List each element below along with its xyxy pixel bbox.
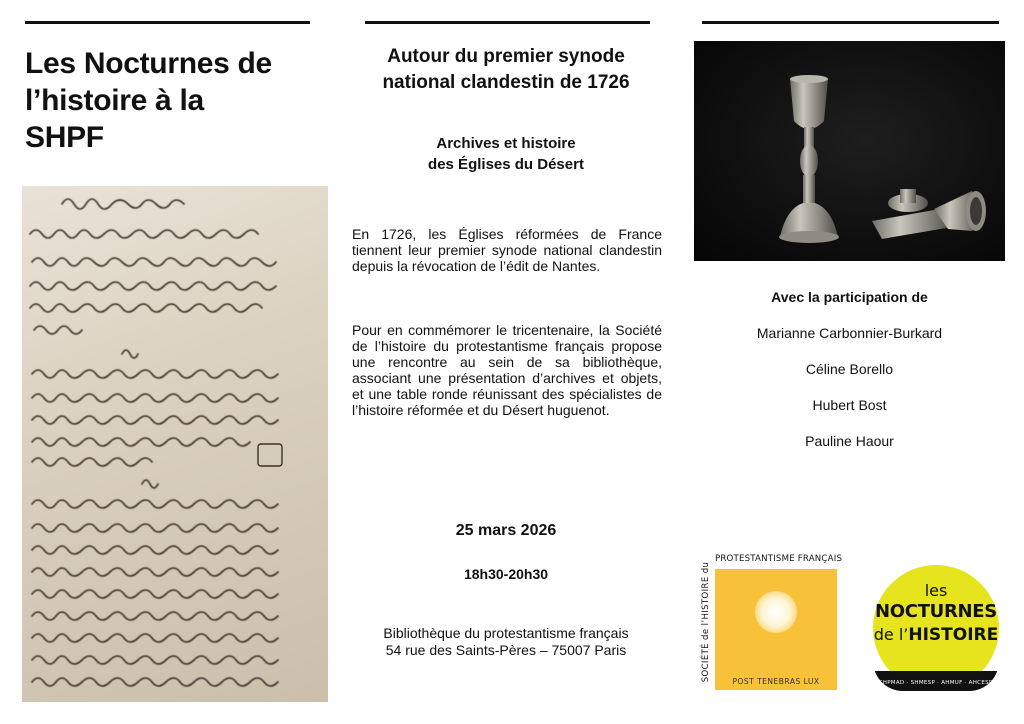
nocturnes-logo-de: de l’ bbox=[873, 625, 909, 644]
nocturnes-logo-histoire bbox=[873, 625, 999, 645]
nocturnes-logo bbox=[873, 565, 999, 691]
nocturnes-logo-main: NOCTURNES bbox=[875, 601, 997, 622]
subhead-line-2: des Églises du Désert bbox=[428, 156, 584, 173]
participant: Pauline Haour bbox=[805, 433, 894, 449]
nocturnes-logo-hist: HISTOIRE bbox=[908, 625, 999, 645]
title-line-3: SHPF bbox=[25, 121, 104, 154]
intro-paragraph: En 1726, les Églises réformées de France tiennent leur premier synode national clandestin depuis la révocation de l’édit de Nantes. bbox=[352, 226, 662, 274]
title-line-1: Les Nocturnes de bbox=[25, 47, 272, 80]
event-date: 25 mars 2026 bbox=[455, 522, 557, 539]
event-venue bbox=[350, 625, 662, 659]
subhead-line-1: Archives et histoire bbox=[436, 135, 576, 152]
pewter-cups-illustration bbox=[694, 41, 1005, 261]
top-rule-right bbox=[702, 21, 999, 24]
manuscript-image bbox=[22, 186, 328, 702]
shpf-logo-vertical-text: SOCIÉTÉ de l’HISTOIRE du bbox=[701, 561, 711, 683]
nocturnes-logo-les: les bbox=[924, 581, 948, 600]
headline bbox=[350, 44, 662, 96]
manuscript-handwriting bbox=[22, 186, 328, 702]
shpf-logo-vertical bbox=[699, 554, 713, 690]
communion-cups-photo bbox=[694, 41, 1005, 261]
shpf-logo-top-text: PROTESTANTISME FRANÇAIS bbox=[715, 554, 843, 564]
top-rule-middle bbox=[365, 21, 650, 24]
title-line-2: l’histoire à la bbox=[25, 84, 204, 117]
description-paragraph: Pour en commémorer le tricentenaire, la Société de l’histoire du protestantisme français propose une rencontre au sein de sa bibliothèque, associant une présentation d’archives et objets, et une table ronde réunissant des spécialistes de l’histoire réformée et du Désert huguenot. bbox=[352, 322, 662, 418]
participant: Marianne Carbonnier-Burkard bbox=[756, 325, 943, 341]
subheading bbox=[350, 133, 662, 175]
shpf-logo-panel bbox=[715, 569, 837, 690]
event-time: 18h30-20h30 bbox=[463, 566, 549, 582]
participation-block bbox=[694, 289, 1005, 305]
shpf-logo bbox=[699, 552, 843, 692]
headline-line-2: national clandestin de 1726 bbox=[382, 72, 630, 93]
participant: Hubert Bost bbox=[812, 397, 887, 413]
venue-address: 54 rue des Saints-Pères – 75007 Paris bbox=[385, 642, 627, 658]
shpf-logo-motto: POST TENEBRAS LUX bbox=[732, 677, 820, 686]
top-rule-left bbox=[25, 21, 310, 24]
participants-list bbox=[694, 324, 1005, 468]
page-title bbox=[25, 45, 325, 156]
venue-name: Bibliothèque du protestantisme français bbox=[383, 625, 629, 641]
sun-icon bbox=[755, 591, 797, 633]
nocturnes-logo-partners: SHPMAD · SHMESP · AHMUF · AHCESR bbox=[878, 680, 994, 686]
participant: Céline Borello bbox=[805, 361, 894, 377]
headline-line-1: Autour du premier synode bbox=[387, 46, 625, 67]
participation-heading: Avec la participation de bbox=[771, 289, 928, 305]
nocturnes-logo-band bbox=[873, 661, 999, 691]
